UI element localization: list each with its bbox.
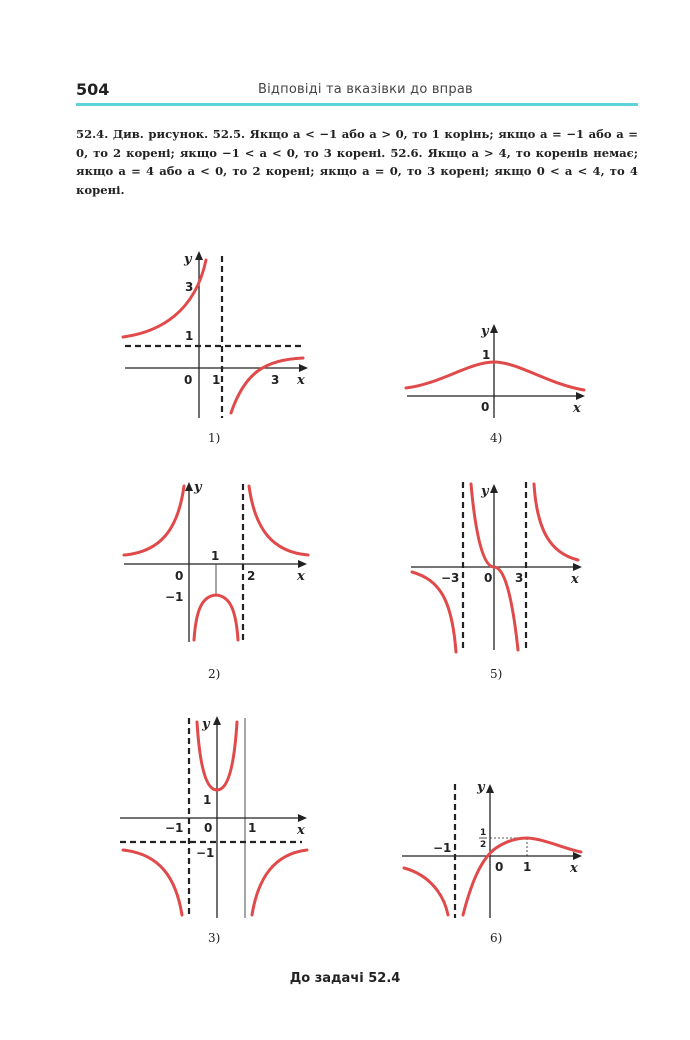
origin-label: 0 [481,400,490,414]
graph-caption: 2) [208,667,221,681]
y-axis-arrow [213,716,221,725]
x-label: x [571,572,579,587]
x-axis-arrow [576,392,585,400]
origin-label: 0 [484,571,493,585]
bell-curve [406,362,584,390]
page-number: 504 [76,80,110,99]
graph-caption: 3) [208,931,221,945]
curve-right-branch [252,850,307,915]
tick-x-minus-1: −1 [165,821,184,835]
x-label: x [297,823,305,838]
answers-paragraph: 52.4. Див. рисунок. 52.5. Якщо a < −1 або a > 0, то 1 корінь; якщо a = −1 або a = 0, то 2 корені; якщо −1 < a < 0, то 3 корені. 52.6. Якщо a > 4, то коренів немає; якщо a = 4 або a < 0, то 2 корені; якщо a = 0, то 3 корені; якщо 0 < a < 4, то 4 корені. [76,127,638,197]
y-label: y [481,324,489,339]
curve-left-branch [123,260,206,337]
x-axis-arrow [573,563,582,571]
y-axis-arrow [185,482,193,491]
origin-label: 0 [204,821,213,835]
graph-2 [124,480,308,681]
x-axis-arrow [299,364,308,372]
tick-x-3: 3 [515,571,524,585]
x-label: x [570,861,578,876]
running-title: Відповіді та вказівки до вправ [258,82,473,97]
tick-y-minus-1: −1 [196,846,215,860]
curve-right-branch [249,486,308,555]
graph-caption: 4) [490,431,503,445]
x-axis-arrow [298,814,307,822]
tick-x-minus-1: −1 [433,841,452,855]
x-label: x [573,401,581,416]
y-label: y [184,252,192,267]
tick-y-3: 3 [185,280,194,294]
x-axis-arrow [298,560,307,568]
graph-3 [120,716,307,945]
tick-x-1: 1 [523,860,532,874]
graph-1 [123,251,308,445]
origin-label: 0 [184,373,193,387]
tick-x-1: 1 [212,373,221,387]
tick-x-2: 2 [247,569,256,583]
tick-y-1: 1 [482,348,491,362]
tick-y-1: 1 [185,329,194,343]
y-label: y [202,717,210,732]
graph-4 [406,324,585,445]
x-label: x [297,373,305,388]
curve-left-branch [124,486,184,555]
y-label: y [481,484,489,499]
y-axis-arrow [490,484,498,493]
graph-6 [402,780,582,945]
graph-5 [411,482,582,681]
tick-x-minus-3: −3 [441,571,460,585]
origin-label: 0 [175,569,184,583]
curve-right-branch [231,358,303,413]
curve-left-branch [404,868,448,915]
y-label: y [477,780,485,795]
graph-caption: 1) [208,431,221,445]
tick-y-half-denominator: 2 [480,840,487,850]
curve-middle-branch [194,595,238,640]
graph-caption: 5) [490,667,503,681]
y-label: y [194,480,202,495]
y-axis-arrow [195,251,203,260]
tick-y-minus-1: −1 [165,590,184,604]
tick-y-half-numerator: 1 [480,828,487,838]
tick-x-3: 3 [271,373,280,387]
tick-x-1: 1 [211,549,220,563]
graph-caption: 6) [490,931,503,945]
curve-right-branch [534,484,578,560]
x-label: x [297,569,305,584]
y-axis-arrow [486,784,494,793]
origin-label: 0 [495,860,504,874]
figure-caption: До задачі 52.4 [289,971,401,986]
curve-left-branch [123,850,182,915]
tick-y-1: 1 [203,793,212,807]
y-axis-arrow [490,324,498,333]
tick-x-1: 1 [248,821,257,835]
